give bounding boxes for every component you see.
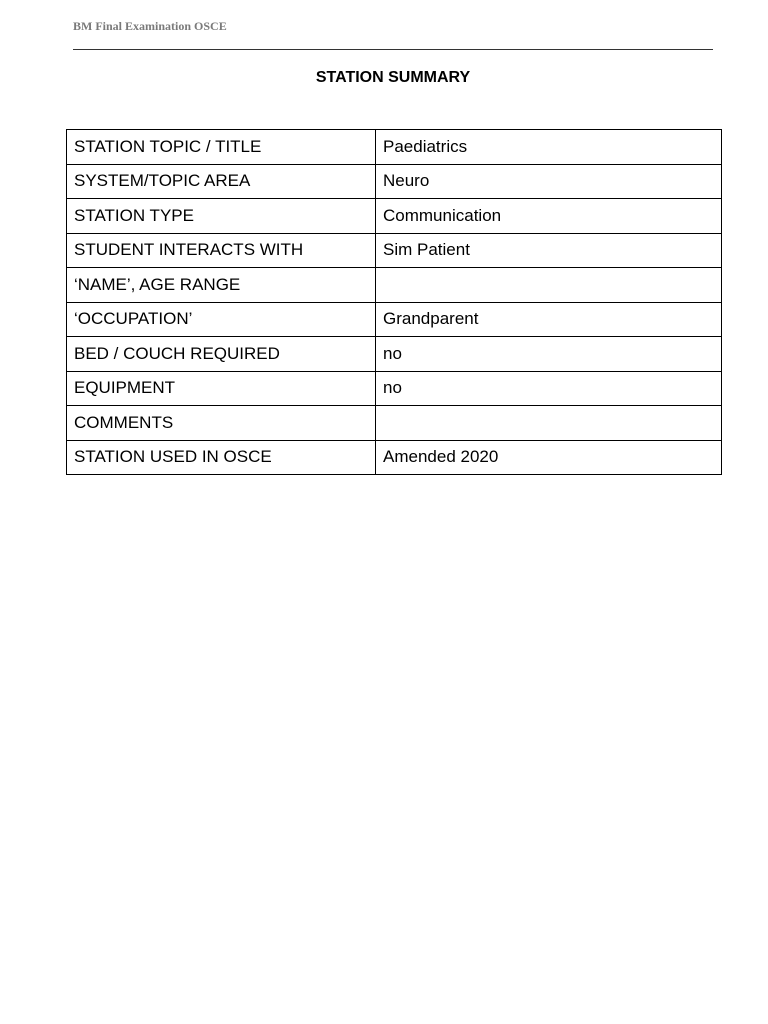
row-label: STATION USED IN OSCE [67, 440, 376, 475]
table-row-station-type [67, 199, 722, 234]
row-label: BED / COUCH REQUIRED [67, 337, 376, 372]
table-row-topic-title [67, 130, 722, 165]
table-row-bed-couch-required [67, 337, 722, 372]
row-value: Communication [376, 199, 722, 234]
row-value: no [376, 371, 722, 406]
station-summary-table [66, 129, 722, 475]
table-row-system-topic-area [67, 164, 722, 199]
row-label: STUDENT INTERACTS WITH [67, 233, 376, 268]
row-value: Neuro [376, 164, 722, 199]
row-label: ‘NAME’, AGE RANGE [67, 268, 376, 303]
table-row-occupation [67, 302, 722, 337]
row-label: SYSTEM/TOPIC AREA [67, 164, 376, 199]
row-value: Sim Patient [376, 233, 722, 268]
table-row-equipment [67, 371, 722, 406]
table-row-station-used-in-osce [67, 440, 722, 475]
running-header: BM Final Examination OSCE [73, 19, 227, 33]
row-value [376, 268, 722, 303]
row-label: STATION TYPE [67, 199, 376, 234]
table-row-student-interacts-with [67, 233, 722, 268]
table-row-comments [67, 406, 722, 441]
row-label: COMMENTS [67, 406, 376, 441]
row-label: ‘OCCUPATION’ [67, 302, 376, 337]
header-divider [73, 49, 713, 50]
page-title: STATION SUMMARY [315, 69, 471, 86]
table-row-name-age-range [67, 268, 722, 303]
row-value: Paediatrics [376, 130, 722, 165]
row-label: STATION TOPIC / TITLE [67, 130, 376, 165]
row-value [376, 406, 722, 441]
row-value: Grandparent [376, 302, 722, 337]
row-label: EQUIPMENT [67, 371, 376, 406]
row-value: Amended 2020 [376, 440, 722, 475]
row-value: no [376, 337, 722, 372]
